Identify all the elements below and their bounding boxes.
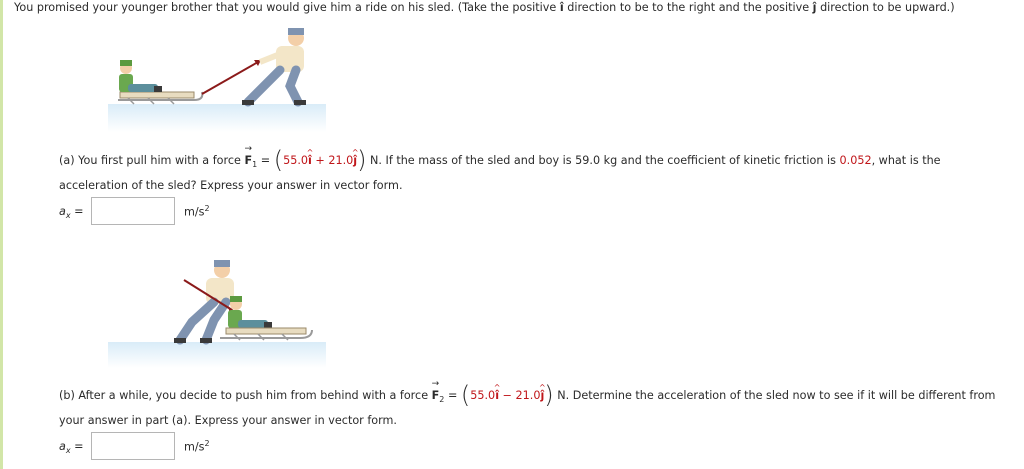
- problem-intro: [14, 1, 955, 14]
- equals-sign: =: [444, 389, 461, 402]
- j-hat-symbol: ĵ ^: [540, 389, 544, 402]
- i-hat-symbol: î ^: [495, 389, 499, 402]
- pull-sled-illustration: [108, 22, 328, 132]
- part-b-text: N. Determine the acceleration of the sled now to see if it will be different from: [553, 389, 996, 402]
- answer-unit: [184, 439, 210, 454]
- close-paren: ): [357, 146, 367, 174]
- j-hat-symbol: ĵ ^: [353, 154, 357, 167]
- answer-equals: =: [70, 205, 84, 218]
- part-a-text: and the coefficient of kinetic friction is: [617, 154, 840, 167]
- force-x-value: 55.0: [470, 389, 496, 402]
- unit-text: m/s: [184, 205, 205, 219]
- close-paren: ): [544, 381, 554, 409]
- answer-label: [59, 440, 84, 455]
- answer-label: [59, 205, 84, 220]
- intro-text: You promised your younger brother that you would give him a ride on his sled. (Take the positive: [14, 1, 560, 14]
- part-a-text: , what is the: [871, 154, 941, 167]
- part-a-answer-input[interactable]: [91, 197, 175, 225]
- operator: +: [311, 154, 329, 167]
- force-x-value: 55.0: [283, 154, 308, 167]
- part-b-statement: [59, 381, 996, 409]
- part-b-line2: your answer in part (a). Express your answer in vector form.: [59, 414, 397, 427]
- rope: [202, 62, 258, 94]
- part-b-answer-input[interactable]: [91, 432, 175, 460]
- part-a-text: (a) You first pull him with a force: [59, 154, 245, 167]
- equals-sign: =: [257, 154, 274, 167]
- i-hat-symbol: î ^: [560, 1, 564, 14]
- answer-variable: a: [59, 205, 66, 218]
- j-hat-symbol: ĵ ^: [813, 1, 817, 14]
- unit-text: m/s: [184, 440, 205, 454]
- force-subscript: 1: [252, 160, 258, 170]
- answer-subscript: x: [65, 446, 71, 456]
- snow-ground: [108, 342, 326, 368]
- part-b-text: (b) After a while, you decide to push him from behind with a force: [59, 389, 432, 402]
- force-y-value: 21.0: [515, 389, 541, 402]
- open-paren: (: [460, 381, 471, 409]
- i-hat-symbol: î ^: [308, 154, 312, 167]
- part-a-line2: acceleration of the sled? Express your answer in vector form.: [59, 179, 403, 192]
- friction-coefficient: 0.052: [839, 154, 872, 167]
- part-a-text: N. If the mass of the sled and boy is: [366, 154, 576, 167]
- answer-variable: a: [59, 440, 66, 453]
- force-vector-symbol: → F: [244, 154, 252, 167]
- answer-subscript: x: [65, 211, 71, 221]
- adult-figure: [174, 260, 234, 343]
- child-figure: [119, 60, 162, 92]
- sled: [220, 328, 312, 340]
- left-accent-bar: [0, 0, 3, 469]
- answer-unit: [184, 204, 210, 219]
- force-subscript: 2: [439, 395, 445, 405]
- unit-exponent: 2: [204, 439, 210, 448]
- child-figure: [228, 296, 272, 328]
- operator: −: [499, 389, 516, 402]
- snow-ground: [108, 104, 326, 132]
- unit-exponent: 2: [204, 204, 210, 213]
- part-a-statement: [59, 146, 941, 174]
- mass-value: 59.0 kg: [575, 154, 618, 167]
- open-paren: (: [273, 146, 284, 174]
- intro-text: direction to be upward.): [816, 1, 955, 14]
- push-sled-illustration: [108, 258, 328, 368]
- sled: [118, 92, 202, 104]
- intro-text: direction to be to the right and the positive: [563, 1, 813, 14]
- force-vector-symbol: → F: [432, 389, 440, 402]
- answer-equals: =: [70, 440, 84, 453]
- force-y-value: 21.0: [328, 154, 354, 167]
